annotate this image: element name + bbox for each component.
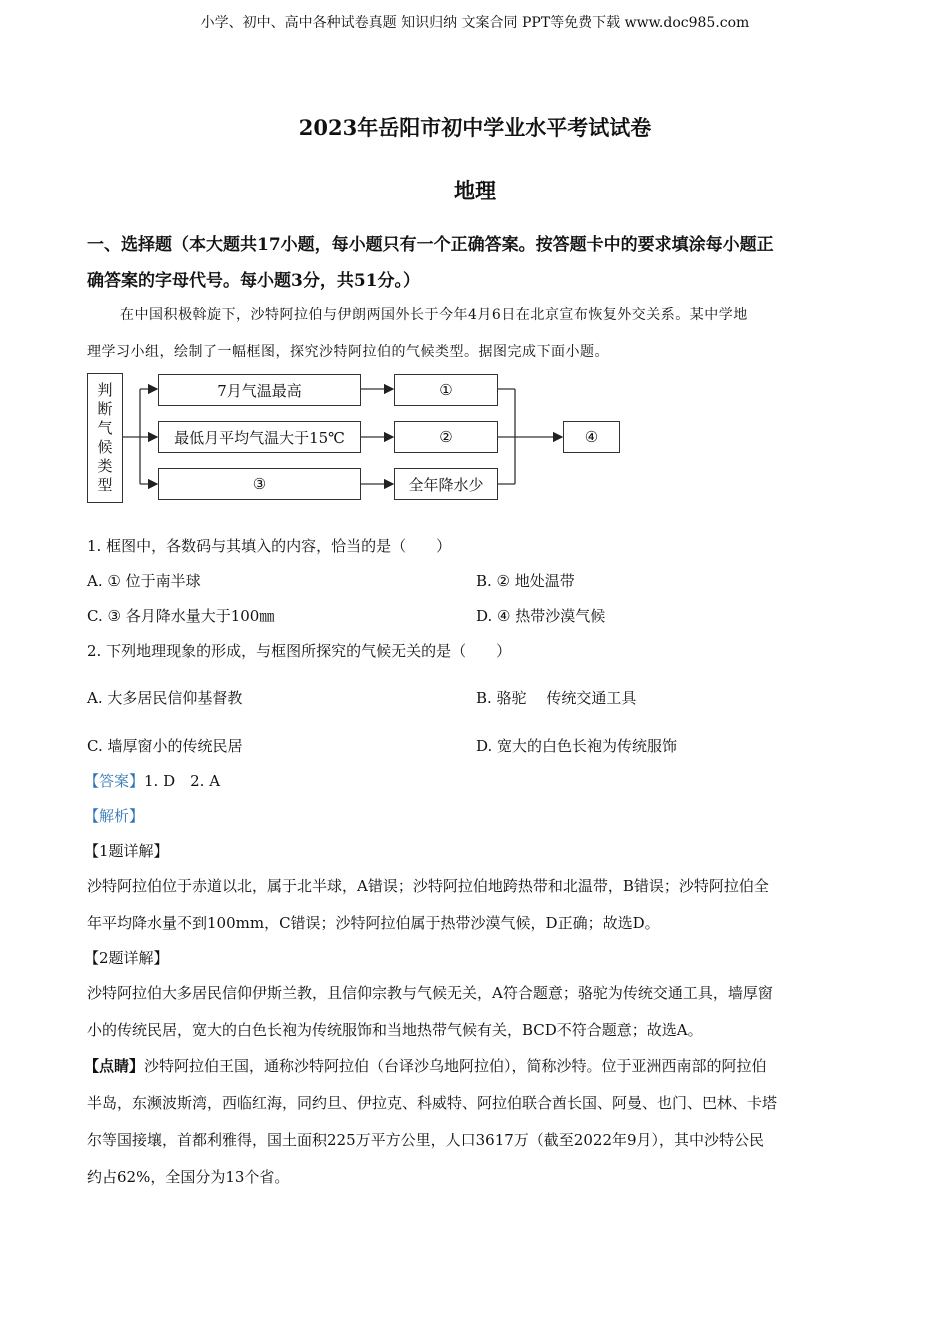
root-char: 型 bbox=[97, 476, 113, 494]
diagram-connectors bbox=[0, 0, 950, 600]
q1-option-c: C. ③ 各月降水量大于100㎜ bbox=[87, 607, 275, 625]
q2-option-b: B. 骆驼 传统交通工具 bbox=[476, 689, 637, 707]
detail2-line1: 沙特阿拉伯大多居民信仰伊斯兰教，且信仰宗教与气候无关，A符合题意；骆驼为传统交通工具，墙厚窗 bbox=[87, 984, 773, 1002]
root-char: 候 bbox=[97, 438, 113, 456]
diagram-box-3: ③ bbox=[158, 468, 361, 500]
note-line3: 尔等国接壤，首都利雅得，国土面积225万平方公里，人口3617万（截至2022年9月），其中沙特公民 bbox=[87, 1131, 765, 1149]
detail1-label: 【1题详解】 bbox=[84, 842, 169, 860]
section-heading-line2: 确答案的字母代号。每小题3分，共51分。） bbox=[87, 271, 420, 291]
q1-stem: 1. 框图中，各数码与其填入的内容，恰当的是（ ） bbox=[87, 537, 452, 555]
diagram-box-low-rain: 全年降水少 bbox=[394, 468, 498, 500]
intro-line1: 在中国积极斡旋下，沙特阿拉伯与伊朗两国外长于今年4月6日在北京宣布恢复外交关系。某中学地 bbox=[120, 307, 748, 323]
root-char: 气 bbox=[97, 419, 113, 437]
diagram-box-1: ① bbox=[394, 374, 498, 406]
q1-option-d: D. ④ 热带沙漠气候 bbox=[476, 607, 606, 625]
diagram-box-min-temp: 最低月平均气温大于15℃ bbox=[158, 421, 361, 453]
subject-title: 地理 bbox=[454, 178, 496, 203]
note-label: 【点睛】 bbox=[84, 1057, 145, 1075]
q2-stem: 2. 下列地理现象的形成，与框图所探究的气候无关的是（ ） bbox=[87, 642, 512, 660]
section-heading-line1: 一、选择题（本大题共17小题，每小题只有一个正确答案。按答题卡中的要求填涂每小题正 bbox=[87, 235, 774, 255]
root-char: 类 bbox=[97, 457, 113, 475]
q2-option-a: A. 大多居民信仰基督教 bbox=[87, 689, 243, 707]
answer-line bbox=[84, 770, 220, 791]
diagram-box-july-temp: 7月气温最高 bbox=[158, 374, 361, 406]
analysis-label: 【解析】 bbox=[84, 807, 145, 825]
exam-title: 2023年岳阳市初中学业水平考试试卷 bbox=[298, 115, 652, 140]
note-line4: 约占62%，全国分为13个省。 bbox=[87, 1168, 290, 1186]
q2-option-d: D. 宽大的白色长袍为传统服饰 bbox=[476, 737, 678, 755]
root-char: 判 bbox=[97, 381, 113, 399]
note-line1 bbox=[84, 1055, 767, 1076]
detail2-label: 【2题详解】 bbox=[84, 949, 169, 967]
answer-label: 【答案】 bbox=[84, 772, 145, 790]
note-text: 沙特阿拉伯王国，通称沙特阿拉伯（台译沙乌地阿拉伯），简称沙特。位于亚洲西南部的阿拉伯 bbox=[144, 1057, 767, 1075]
root-char: 断 bbox=[97, 400, 113, 418]
detail2-line2: 小的传统民居，宽大的白色长袍为传统服饰和当地热带气候有关，BCD不符合题意；故选A。 bbox=[87, 1021, 703, 1039]
q1-option-b: B. ② 地处温带 bbox=[476, 572, 575, 590]
detail1-line2: 年平均降水量不到100mm，C错误；沙特阿拉伯属于热带沙漠气候，D正确；故选D。 bbox=[87, 914, 660, 932]
detail1-line1: 沙特阿拉伯位于赤道以北，属于北半球，A错误；沙特阿拉伯地跨热带和北温带，B错误；沙特阿拉伯全 bbox=[87, 877, 769, 895]
diagram-box-2: ② bbox=[394, 421, 498, 453]
diagram-box-4: ④ bbox=[563, 421, 620, 453]
answer-value: 1. D 2. A bbox=[144, 772, 221, 790]
page-header: 小学、初中、高中各种试卷真题 知识归纳 文案合同 PPT等免费下载 www.doc985.com bbox=[200, 15, 750, 31]
intro-line2: 理学习小组，绘制了一幅框图，探究沙特阿拉伯的气候类型。据图完成下面小题。 bbox=[87, 344, 609, 360]
q2-option-c: C. 墙厚窗小的传统民居 bbox=[87, 737, 243, 755]
diagram-root-box bbox=[87, 373, 123, 503]
note-line2: 半岛，东濒波斯湾，西临红海，同约旦、伊拉克、科威特、阿拉伯联合酋长国、阿曼、也门、巴林、卡塔 bbox=[87, 1094, 778, 1112]
q1-option-a: A. ① 位于南半球 bbox=[87, 572, 201, 590]
